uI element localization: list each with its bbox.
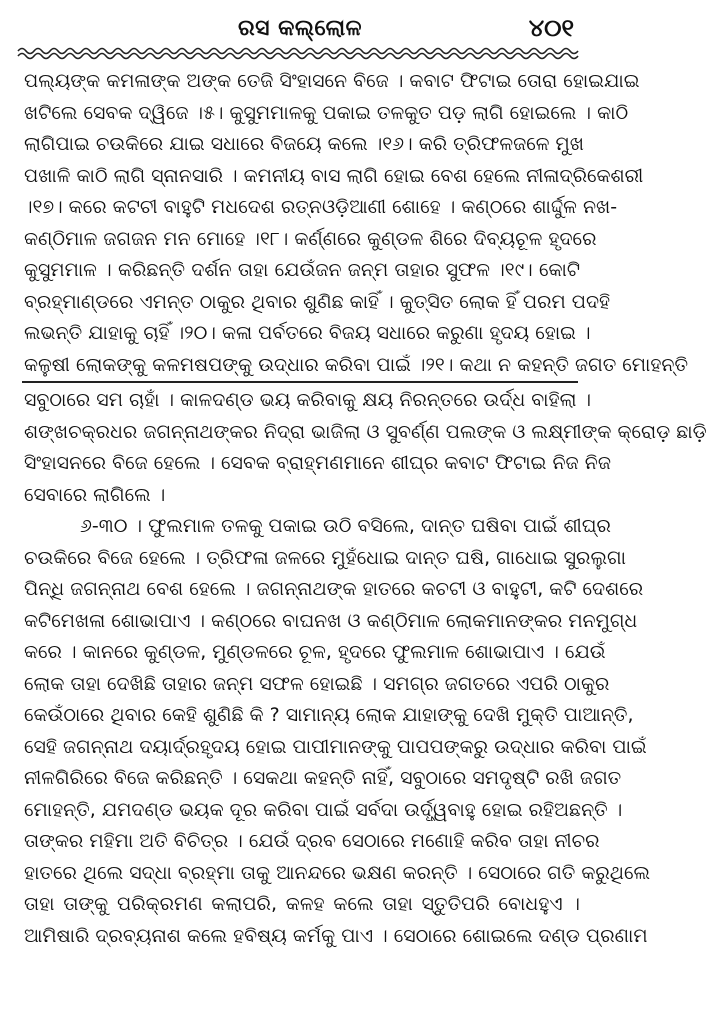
prose-line: ସେବାରେ ଲାଗିଲେ ।: [24, 483, 166, 506]
prose-line: ହାତରେ ଥିଲେ ସଦ୍ଧା ବ୍ରହ୍ମା ତାକୁ ଆନନ୍ଦରେ ଭକ୍ଷଣ କରନ୍ତି । ସେଠାରେ ଗତି କରୁଥିଲେ: [24, 861, 651, 884]
verse-line: କଳୁଷୀ ଲୋକଙ୍କୁ କଳମଷପଙ୍କୁ ଉଦ୍ଧାର କରିବା ପାଇଁ ।୨୧। କଥା ନ କହନ୍ତି ଜଗତ ମୋହନ୍ତି: [24, 353, 689, 376]
verse-line: ଲାଗିପାଇ ଚଉକିରେ ଯାଇ ସଧାରେ ବିଜୟେ କଲେ ।୧୬। କରି ତ୍ରିଫଳଜଳେ ମୁଖ: [24, 133, 584, 155]
section-divider: [22, 381, 578, 383]
verse-line: ଲଭନ୍ତି ଯାହାକୁ ଚାହିଁ ।୨୦। କଳା ପର୍ବତରେ ବିଜୟ ସଧାରେ କରୁଣା ହୃଦୟ ହୋଇ ।: [24, 322, 591, 344]
prose-line: ନୀଳଗିରିରେ ବିଜେ କରିଛନ୍ତି । ସେକଥା କହନ୍ତି ନାହିଁ, ସବୁଠାରେ ସମଦୃଷ୍ଟି ରଖି ଜଗତ: [24, 767, 622, 789]
verse-line: ଖଟିଲେ ସେବକ ଦ୍ୱିଜେ ।୫। କୁସୁମମାଳକୁ ପକାଇ ତଳକୁତ ପଡ଼ ଲାଗି ହୋଇଲେ । କାଠି: [24, 101, 629, 124]
prose-line: ଆମିଷାରି ଦ୍ରବ୍ୟନାଶ କଲେ ହବିଷ୍ୟ କର୍ମକୁ ପାଏ । ସେଠାରେ ଶୋଇଲେ ଦଣ୍ଡ ପ୍ରଣାମ: [24, 924, 648, 947]
prose-line: ୬-୩୦ । ଫୁଲମାଳ ତଳକୁ ପକାଇ ଉଠି ବସିଲେ, ଦାନ୍ତ ଘଷିବା ପାଇଁ ଶୀଘ୍ର: [80, 515, 611, 537]
verse-line: କୁସୁମମାଳ । କରିଛନ୍ତି ଦର୍ଶନ ତାହା ଯେଉଁଜନ ଜନ୍ମ ତାହାର ସୁଫଳ ।୧୯। କୋଟି: [24, 259, 580, 281]
prose-line: ତାହା ତାଙ୍କୁ ପରିକ୍ରମଣ କଲାପରି, କଳହ କଲେ ତାହା ସ୍ତୁତିପରି ବୋଧହୁଏ ।: [24, 893, 580, 915]
prose-line: ଚଉକିରେ ବିଜେ ହେଲେ । ତ୍ରିଫଳା ଜଳରେ ମୁହଁଧୋଇ ଦାନ୍ତ ଘଷି, ଗାଧୋଇ ସୁରଲୁଗା: [24, 546, 626, 569]
prose-line: କଟିମେଖଳା ଶୋଭାପାଏ । କଣ୍ଠରେ ବାଘନଖ ଓ କଣ୍ଠିମାଳ ଲୋକମାନଙ୍କର ମନମୁଗ୍ଧ: [24, 609, 638, 632]
page-header: [20, 10, 580, 46]
prose-line: ସିଂହାସନରେ ବିଜେ ହେଲେ । ସେବକ ବ୍ରାହ୍ମଣମାନେ ଶୀଘ୍ର କବାଟ ଫିଟାଇ ନିଜ ନିଜ: [24, 452, 611, 474]
verse-line: ବ୍ରହ୍ମାଣ୍ଡରେ ଏମନ୍ତ ଠାକୁର ଥିବାର ଶୁଣିଛ କାହିଁ । କୁତ୍ସିତ ଲୋକ ହିଁ ପରମ ପଦହି: [24, 290, 611, 313]
prose-line: ଶଙ୍ଖଚକ୍ରଧର ଜଗନ୍ନାଥଙ୍କର ନିଦ୍ରା ଭାଜିଲା ଓ ସୁବର୍ଣ୍ଣ ପଲଙ୍କ ଓ ଲକ୍ଷ୍ମୀଙ୍କ କ୍ରୋଡ଼ ଛାଡ଼ି: [24, 420, 707, 443]
verse-block: [24, 66, 689, 381]
verse-line: କଣ୍ଠିମାଳ ଜଗଜନ ମନ ମୋହେ ।୧୮। କର୍ଣ୍ଣରେ କୁଣ୍ଡଳ ଶିରେ ଦିବ୍ୟଚୂଳ ହୃଦରେ: [24, 227, 597, 250]
prose-block: [24, 385, 707, 952]
page-number: ୪୦୧: [528, 14, 574, 42]
prose-line: ସବୁଠାରେ ସମ ଚାହାଁ । କାଳଦଣ୍ଡ ଭୟ କରିବାକୁ କ୍ଷୟ ନିରନ୍ତରେ ଉର୍ଦ୍ଧ ବାହିଲା ।: [24, 389, 592, 411]
verse-line: ପଲ୍ୟଙ୍କ କମଳାଙ୍କ ଅଙ୍କ ତେଜି ସିଂହାସନେ ବିଜେ । କବାଟ ଫିଟାଇ ତୋରା ହୋଇଯାଇ: [24, 70, 640, 92]
running-title: ରସ କଲ୍ଲୋଳ: [237, 16, 363, 41]
prose-line: ସେହି ଜଗନ୍ନାଥ ଦୟାର୍ଦ୍ରହୃଦୟ ହୋଇ ପାପୀମାନଙ୍କୁ ପାପପଙ୍କରୁ ଉଦ୍ଧାର କରିବା ପାଇଁ: [24, 735, 647, 758]
verse-line: ।୧୭। କରେ କଟଚୀ ବାହୁଟି ମଧଦେଶ ରତ୍ନଓଡ଼ିଆଣୀ ଶୋହେ । କଣ୍ଠରେ ଶାର୍ଦ୍ଦୁଳ ନଖ-: [24, 196, 618, 218]
prose-line: ଲୋକ ତାହା ଦେଖିଛି ତାହାର ଜନ୍ମ ସଫଳ ହୋଇଛି । ସମଗ୍ର ଜଗତରେ ଏପରି ଠାକୁର: [24, 672, 610, 695]
verse-line: ପଖାଳି କାଠି ଲାଗି ସ୍ନାନସାରି । କମନୀୟ ବାସ ଲାଗି ହୋଇ ବେଶ ହେଲେ ନୀଳାଦ୍ରିକେଶରୀ: [24, 164, 644, 187]
prose-line: କରେ । କାନରେ କୁଣ୍ଡଳ, ମୁଣ୍ଡଳରେ ଚୂଳ, ହୃଦରେ ଫୁଲମାଳ ଶୋଭାପାଏ । ଯେଉଁ: [24, 641, 606, 663]
decorative-wavy-rule: [18, 46, 582, 60]
prose-line: ମୋହନ୍ତି, ଯମଦଣ୍ଡ ଭୟକ ଦୂର କରିବା ପାଇଁ ସର୍ବଦା ଉର୍ଦ୍ଧ୍ୱବାହୁ ହୋଇ ରହିଅଛନ୍ତି ।: [24, 798, 623, 821]
prose-line: ତାଙ୍କର ମହିମା ଅତି ବିଚିତ୍ର । ଯେଉଁ ଦ୍ରବ ସେଠାରେ ମଣୋହି କରିବ ତାହା ନୀଚର: [24, 830, 600, 852]
prose-line: କେଉଁଠାରେ ଥିବାର କେହି ଶୁଣିଛି କି ? ସାମାନ୍ୟ ଲୋକ ଯାହାଙ୍କୁ ଦେଖି ମୁକ୍ତି ପାଆନ୍ତି,: [24, 704, 634, 726]
prose-line: ପିନ୍ଧି ଜଗନ୍ନାଥ ବେଶ ହେଲେ । ଜଗନ୍ନାଥଙ୍କ ହାତରେ କଚଟୀ ଓ ବାହୁଟୀ, କଟି ଦେଶରେ: [24, 578, 644, 600]
